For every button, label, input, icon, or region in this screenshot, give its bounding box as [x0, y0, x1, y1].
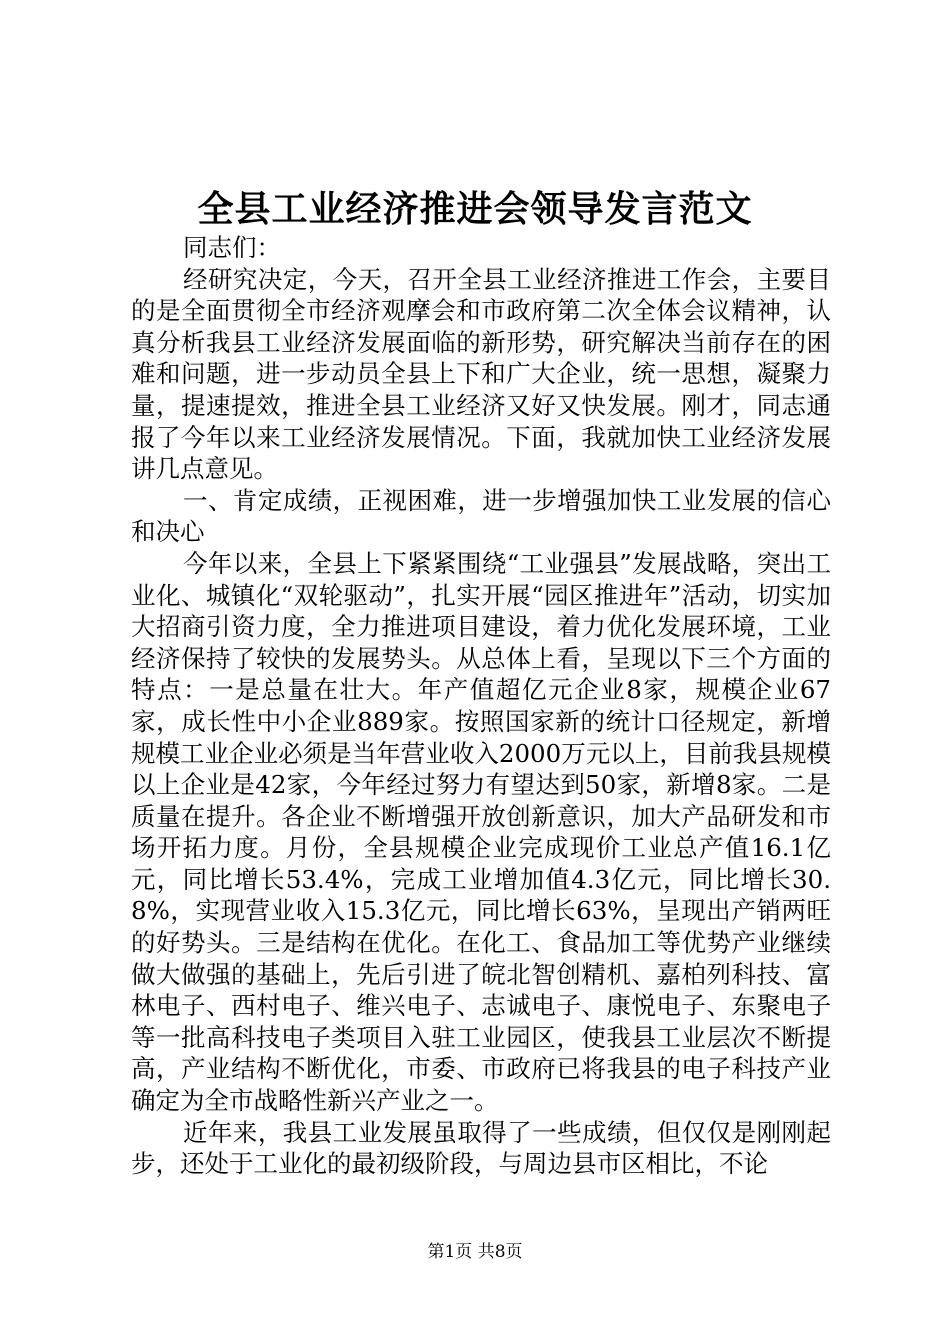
- page-footer: 第1页 共8页: [427, 1242, 523, 1262]
- paragraph-intro: 经研究决定，今天，召开全县工业经济推进工作会，主要目的是全面贯彻全市经济观摩会和市政府第二次全体会议精神，认真分析我县工业经济发展面临的新形势，研究解决当前存在的困难和问题，进一步动员全县上下和广大企业，统一思想，凝聚力量，提速提效，推进全县工业经济又好又快发展。刚才，同志通报了今年以来工业经济发展情况。下面，我就加快工业经济发展讲几点意见。: [131, 264, 831, 484]
- paragraph-achievements: 今年以来，全县上下紧紧围绕“工业强县”发展战略，突出工业化、城镇化“双轮驱动”，扎实开展“园区推进年”活动，切实加大招商引资力度，全力推进项目建设，着力优化发展环境，工业经济保持了较快的发展势头。从总体上看，呈现以下三个方面的特点：一是总量在壮大。年产值超亿元企业8家，规模企业67家，成长性中小企业889家。按照国家新的统计口径规定，新增规模工业企业必须是当年营业收入2000万元以上，目前我县规模以上企业是42家，今年经过努力有望达到50家，新增8家。二是质量在提升。各企业不断增强开放创新意识，加大产品研发和市场开拓力度。月份，全县规模企业完成现价工业总产值16.1亿元，同比增长53.4%，完成工业增加值4.3亿元，同比增长30.8%，实现营业收入15.3亿元，同比增长63%，呈现出产销两旺的好势头。三是结构在优化。在化工、食品加工等优势产业继续做大做强的基础上，先后引进了皖北智创精机、嘉柏列科技、富林电子、西村电子、维兴电子、志诚电子、康悦电子、东聚电子等一批高科技电子类项目入驻工业园区，使我县工业层次不断提高，产业结构不断优化，市委、市政府已将我县的电子科技产业确定为全市战略性新兴产业之一。: [131, 548, 831, 1116]
- paragraph-challenges: 近年来，我县工业发展虽取得了一些成绩，但仅仅是刚刚起步，还处于工业化的最初级阶段，与周边县市区相比，不论: [131, 1117, 831, 1179]
- document-body: [131, 232, 831, 1180]
- document-title: 全县工业经济推进会领导发言范文: [197, 188, 753, 230]
- salutation: 同志们：: [183, 233, 281, 262]
- section-heading-1: 一、肯定成绩，正视困难，进一步增强加快工业发展的信心和决心: [131, 485, 831, 547]
